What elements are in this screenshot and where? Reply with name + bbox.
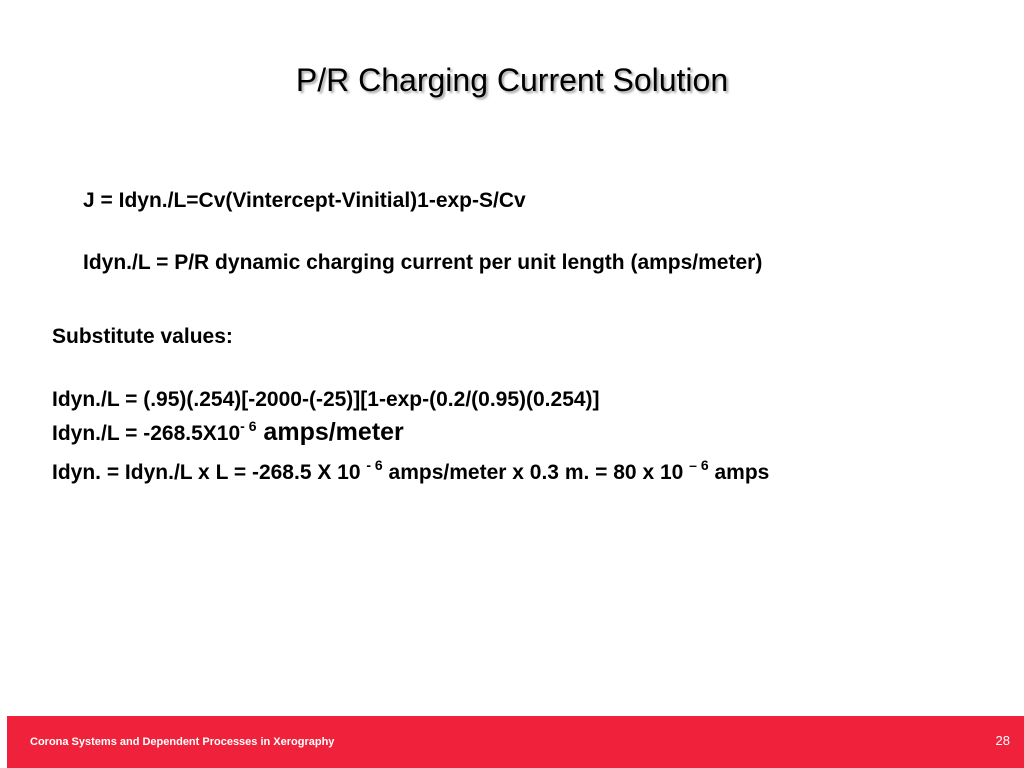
result-prefix: Idyn./L = -268.5X10	[52, 422, 241, 445]
footer-text: Corona Systems and Dependent Processes in Xerography	[30, 736, 335, 748]
equation-line: J = Idyn./L=Cv(Vintercept-Vinitial)1-exp-S/Cv	[83, 189, 526, 212]
slide-title: P/R Charging Current Solution	[295, 62, 729, 98]
definition-line: Idyn./L = P/R dynamic charging current per unit length (amps/meter)	[83, 251, 763, 274]
total-prefix: Idyn. = Idyn./L x L = -268.5 X 10	[52, 461, 367, 484]
substitution-line: Idyn./L = (.95)(.254)[-2000-(-25)][1-exp-(0.2/(0.95)(0.254)]	[52, 388, 600, 411]
result-unit: amps/meter	[256, 418, 404, 446]
result-line	[52, 419, 404, 447]
total-line	[52, 457, 770, 486]
total-exponent-2: – 6	[689, 457, 709, 473]
substitute-heading: Substitute values:	[52, 325, 233, 348]
total-exponent-1: - 6	[366, 457, 383, 473]
page-number: 28	[995, 733, 1010, 748]
total-middle: amps/meter x 0.3 m. = 80 x 10	[382, 461, 690, 484]
result-exponent: - 6	[240, 418, 257, 434]
total-suffix: amps	[708, 461, 770, 484]
